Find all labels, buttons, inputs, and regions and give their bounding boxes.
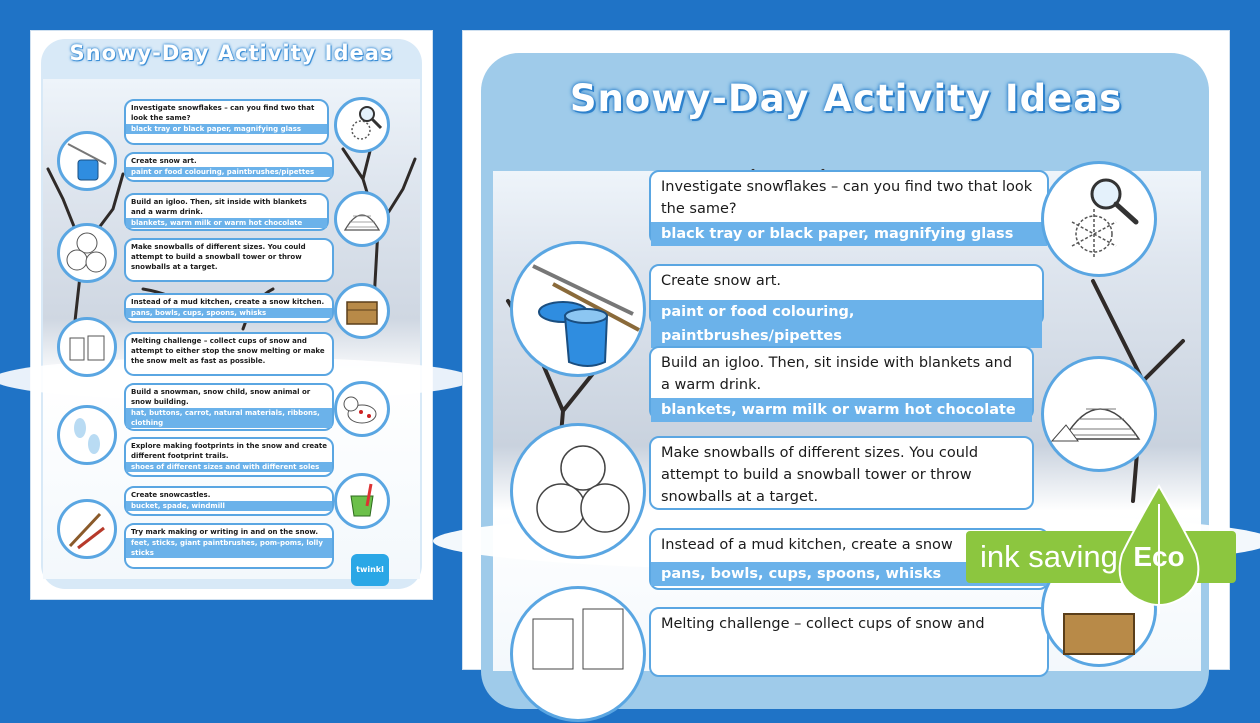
- activity-text: Melting challenge – collect cups of snow and: [661, 616, 985, 632]
- activity-text: Create snow art.: [131, 157, 197, 165]
- treasure-chest-icon: [334, 283, 390, 339]
- activity-text: Build a snowman, snow child, snow animal or snow building.: [131, 388, 311, 406]
- activity-materials: blankets, warm milk or warm hot chocolate: [126, 218, 327, 228]
- snow-dog-icon: [334, 381, 390, 437]
- activity-materials: black tray or black paper, magnifying glass: [126, 124, 327, 134]
- activity-card: [124, 383, 334, 431]
- activity-card: [124, 193, 329, 231]
- activity-materials: pans, bowls, cups, spoons, whisks: [126, 308, 332, 318]
- activity-materials: hat, buttons, carrot, natural materials, ribbons, clothing: [126, 408, 332, 428]
- activity-text: Make snowballs of different sizes. You could attempt to build a snowball tower or throw snowballs at a target.: [131, 243, 306, 271]
- cups-icon: [57, 317, 117, 377]
- activity-materials: black tray or black paper, magnifying glass: [651, 222, 1047, 246]
- activity-card: [124, 332, 334, 376]
- activity-card: [124, 437, 334, 477]
- footprints-icon: [57, 405, 117, 465]
- activity-text: Make snowballs of different sizes. You could attempt to build a snowball tower or throw snowballs at a target.: [661, 445, 979, 505]
- activity-card: [649, 346, 1034, 420]
- snowballs-icon: [57, 223, 117, 283]
- activity-text: Create snowcastles.: [131, 491, 211, 499]
- activity-card: [124, 486, 334, 516]
- activity-materials: blankets, warm milk or warm hot chocolate: [651, 398, 1032, 422]
- activity-card: [649, 264, 1044, 344]
- activity-materials: paint or food colouring, paintbrushes/pipettes: [651, 300, 1042, 348]
- activity-text: Build an igloo. Then, sit inside with blankets and a warm drink.: [661, 355, 1013, 393]
- activity-card: [124, 238, 334, 282]
- cups-icon: [510, 586, 646, 722]
- activity-card: [124, 293, 334, 323]
- activity-text: Build an igloo. Then, sit inside with blankets and a warm drink.: [131, 198, 307, 216]
- activity-card: [649, 607, 1049, 677]
- activity-text: Create snow art.: [661, 273, 782, 289]
- snowballs-icon: [510, 423, 646, 559]
- igloo-icon: [1041, 356, 1157, 472]
- activity-materials: shoes of different sizes and with different soles: [126, 462, 332, 472]
- page-title: Snowy-Day Activity Ideas: [569, 77, 1123, 120]
- activity-materials: bucket, spade, windmill: [126, 501, 332, 511]
- activity-text: Explore making footprints in the snow and create different footprint trails.: [131, 442, 327, 460]
- activity-text: Instead of a mud kitchen, create a snow: [661, 537, 953, 553]
- activity-text: Melting challenge – collect cups of snow and attempt to either stop the snow melting or make the snow melt as fast as possible.: [131, 337, 325, 365]
- activity-text: Instead of a mud kitchen, create a snow kitchen.: [131, 298, 325, 306]
- eco-label: Eco: [1133, 541, 1185, 572]
- ink-saving-eco-badge: [966, 484, 1236, 614]
- igloo-icon: [334, 191, 390, 247]
- twinkl-logo: twinkl: [351, 554, 389, 586]
- page-title: Snowy-Day Activity Ideas: [69, 41, 394, 65]
- activity-card: [124, 523, 334, 569]
- paint-pot-icon: [57, 131, 117, 191]
- ink-saving-label: ink saving: [980, 539, 1118, 574]
- activity-materials: feet, sticks, giant paintbrushes, pom-poms, lolly sticks: [126, 538, 332, 558]
- activity-card: [649, 170, 1049, 245]
- activity-materials: pans, bowls, cups, spoons, whisks: [651, 562, 1047, 586]
- snowflake-magnifier-icon: [334, 97, 390, 153]
- activity-text: Try mark making or writing in and on the snow.: [131, 528, 319, 536]
- poster-thumbnail[interactable]: [30, 30, 433, 600]
- brushes-sticks-icon: [57, 499, 117, 559]
- snowflake-magnifier-icon: [1041, 161, 1157, 277]
- activity-card: [124, 152, 334, 182]
- bucket-spade-icon: [334, 473, 390, 529]
- activity-card: [124, 99, 329, 145]
- activity-text: Investigate snowflakes – can you find two that look the same?: [661, 179, 1033, 217]
- activity-materials: paint or food colouring, paintbrushes/pipettes: [126, 167, 332, 177]
- paint-pot-icon: [510, 241, 646, 377]
- activity-text: Investigate snowflakes – can you find two that look the same?: [131, 104, 315, 122]
